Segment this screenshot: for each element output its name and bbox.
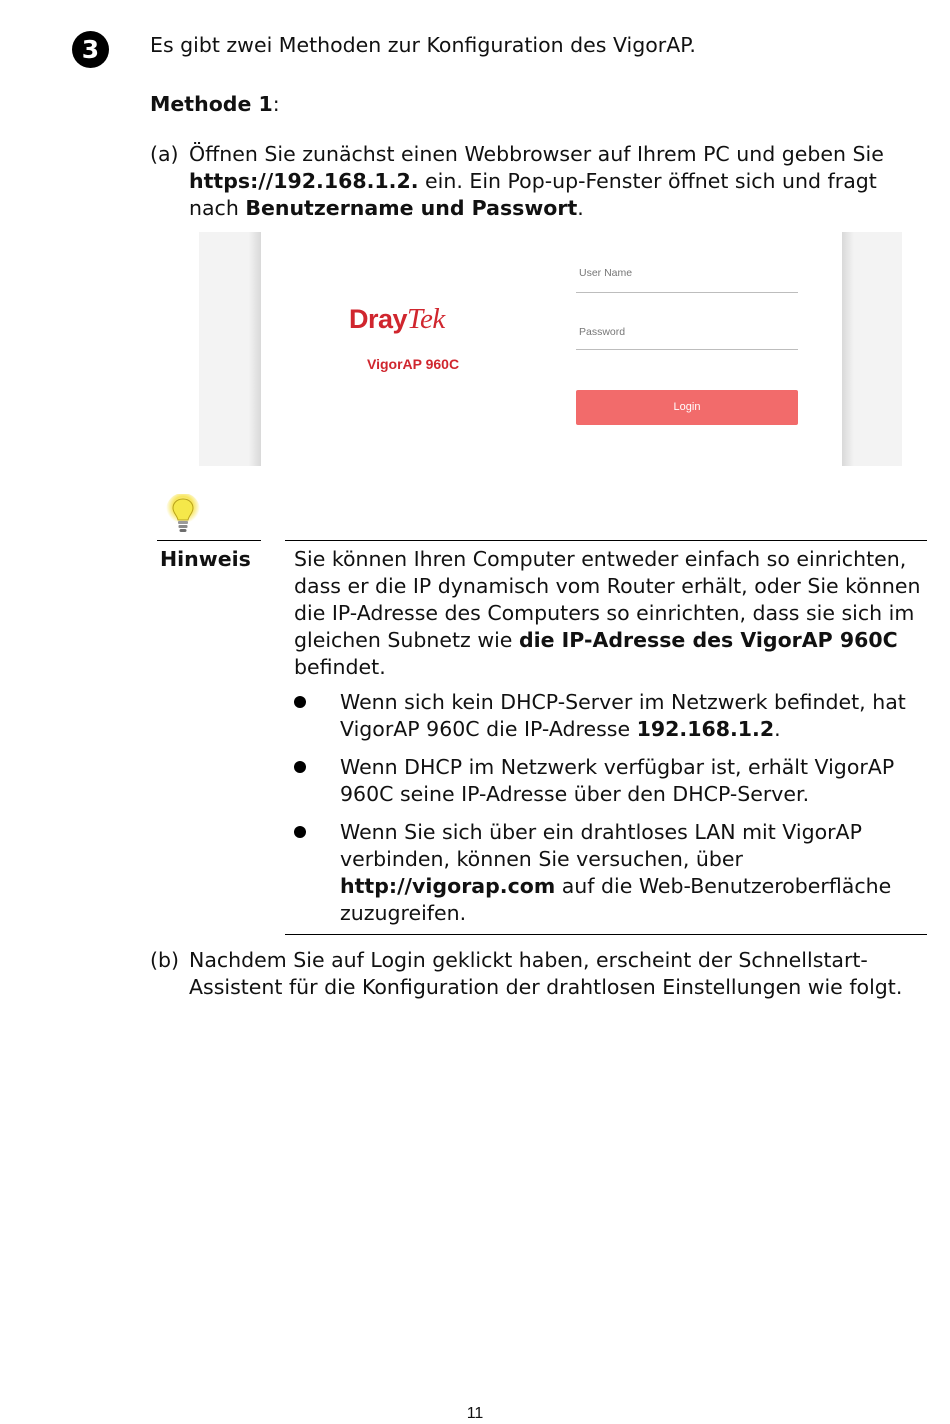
login-button[interactable]: Login (576, 390, 798, 425)
bullet-icon (294, 696, 306, 708)
hint-bold-text: die IP-Adresse des VigorAP 960C (518, 628, 898, 652)
lightbulb-icon (166, 494, 200, 540)
method-suffix: : (272, 92, 280, 116)
list-item: Wenn Sie sich über ein drahtloses LAN mit VigorAP verbinden, können Sie versuchen, über http://vigorap.com auf die Web-Benutzeroberfläche zuzugreifen. (294, 819, 926, 927)
hint-text: Sie können Ihren Computer entweder einfach so einrichten, dass er die IP dynamisch vom Router erhält, oder Sie können die IP-Adresse des Computers so einrichten, dass sie sich im gleichen Subnetz wie die IP-Adresse des VigorAP 960C befindet. (294, 547, 921, 679)
step-b-text: Nachdem Sie auf Login geklickt haben, erscheint der Schnellstart-Assistent für die Konfiguration der drahtlosen Einstellungen wie folgt. (189, 948, 903, 999)
bullet-icon (294, 826, 306, 838)
step-a-marker: (a) (150, 142, 179, 166)
hint-bullet-list (294, 689, 926, 938)
step-number-badge: 3 (72, 31, 109, 68)
hint-label: Hinweis (160, 547, 251, 571)
login-screenshot (199, 232, 902, 466)
username-field-label: User Name (579, 267, 633, 279)
hint-divider-bottom (285, 934, 927, 935)
page-number: 11 (466, 1405, 484, 1422)
model-name: VigorAP 960C (367, 356, 460, 372)
list-item: Wenn sich kein DHCP-Server im Netzwerk befindet, hat VigorAP 960C die IP-Adresse 192.168.1.2. (294, 689, 926, 743)
step-a-text: Öffnen Sie zunächst einen Webbrowser auf Ihrem PC und geben Sie https://192.168.1.2. ein. Ein Pop-up-Fenster öffnet sich und fragt nach Benutzername und Passwort. (189, 142, 884, 220)
draytek-logo: DrayTek (349, 303, 445, 335)
method-heading (150, 91, 280, 118)
intro-text: Es gibt zwei Methoden zur Konfiguration des VigorAP. (150, 33, 696, 57)
hint-divider-top (285, 540, 927, 541)
step-a-credentials: Benutzername und Passwort (245, 196, 578, 220)
username-field[interactable] (576, 292, 798, 293)
step-a-url: https://192.168.1.2. (189, 169, 419, 193)
screenshot-right-shade (842, 232, 902, 466)
screenshot-left-shade (199, 232, 261, 466)
bullet-icon (294, 761, 306, 773)
step-b-marker: (b) (150, 948, 180, 972)
list-item: Wenn DHCP im Netzwerk verfügbar ist, erhält VigorAP 960C seine IP-Adresse über den DHCP-Server. (294, 754, 926, 808)
password-field-label: Password (579, 326, 626, 338)
password-field[interactable] (576, 349, 798, 350)
method-label: Methode 1 (150, 92, 273, 116)
hint-divider-left (157, 540, 261, 541)
step-a (150, 141, 910, 222)
step-b (150, 947, 910, 1001)
